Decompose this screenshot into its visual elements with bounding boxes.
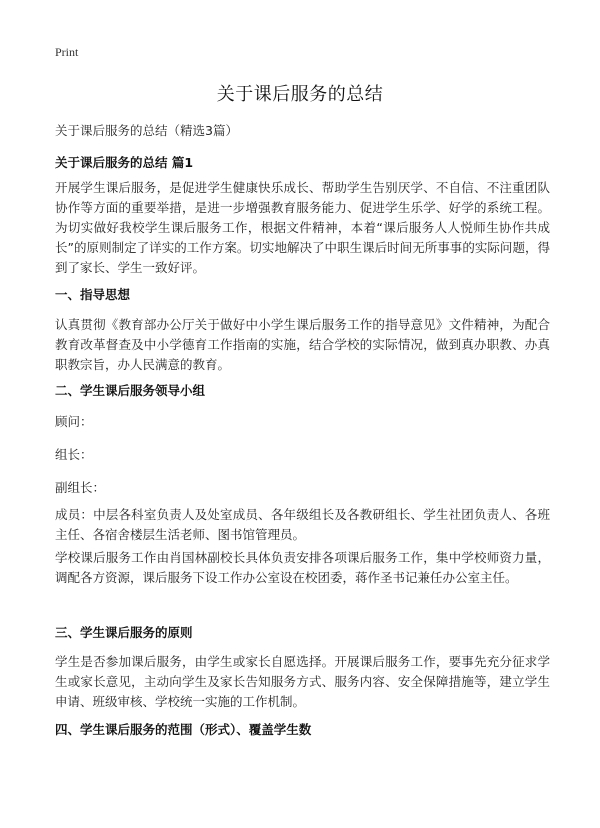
section-2-heading: 二、学生课后服务领导小组 xyxy=(55,383,206,398)
print-link[interactable]: Print xyxy=(55,45,79,59)
members-paragraph: 成员：中层各科室负责人及处室成员、各年级组长及各教研组长、学生社团负责人、各班主任、各宿舍楼层生活老师、图书馆管理员。 xyxy=(55,507,550,542)
section-4-heading: 四、学生课后服务的范围（形式）、覆盖学生数 xyxy=(55,722,312,737)
section-3-heading: 三、学生课后服务的原则 xyxy=(55,625,193,640)
intro-paragraph: 开展学生课后服务，是促进学生健康快乐成长、帮助学生告别厌学、不自信、不注重团队协作等方面的重要举措，是进一步增强教育服务能力、促进学生乐学、好学的系统工程。为切实做好我校学生课后服务工作，根据文件精神，本着“课后服务人人悦师生协作共成长”的原则制定了详实的工作方案。切实地解决了中职生课后时间无所事事的实际问题，得到了家长、学生一致好评。 xyxy=(55,180,550,275)
article-heading: 关于课后服务的总结 篇1 xyxy=(55,155,194,170)
advisor-label: 顾问： xyxy=(55,414,93,429)
deputy-label: 副组长： xyxy=(55,480,106,495)
page-title: 关于课后服务的总结 xyxy=(216,84,384,105)
organization-note-paragraph: 学校课后服务工作由肖国林副校长具体负责安排各项课后服务工作，集中学校师资力量，调配各方资源，课后服务下设工作办公室设在校团委，蒋作圣书记兼任办公室主任。 xyxy=(55,550,550,585)
section-3-paragraph: 学生是否参加课后服务，由学生或家长自愿选择。开展课后服务工作，要事先充分征求学生或家长意见，主动向学生及家长告知服务方式、服务内容、安全保障措施等，建立学生申请、班级审核、学校统一实施的工作机制。 xyxy=(55,654,550,709)
section-1-heading: 一、指导思想 xyxy=(55,287,131,302)
section-1-paragraph: 认真贯彻《教育部办公厅关于做好中小学生课后服务工作的指导意见》文件精神，为配合教育改革督查及中小学德育工作指南的实施，结合学校的实际情况，做到真办职教、办真职教宗旨，办人民满意的教育。 xyxy=(55,317,550,372)
leader-label: 组长： xyxy=(55,447,93,462)
document-subtitle: 关于课后服务的总结（精选3篇） xyxy=(55,123,238,138)
